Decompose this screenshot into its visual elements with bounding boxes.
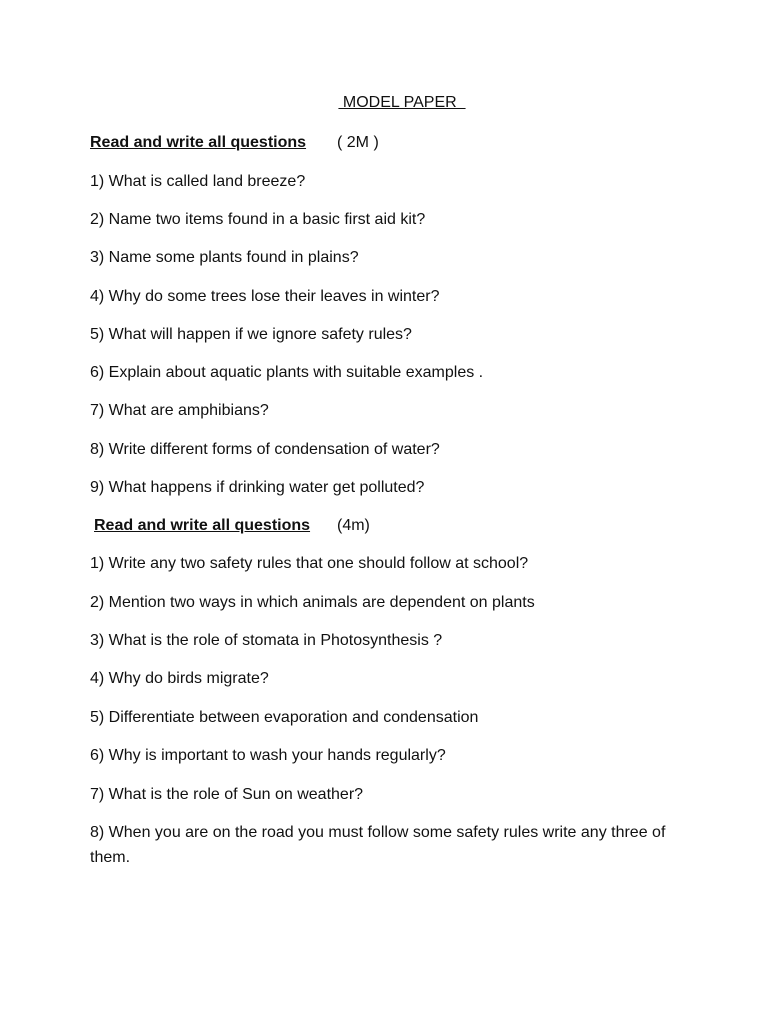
- section1-question-4: 4) Why do some trees lose their leaves in winter?: [90, 288, 440, 305]
- section1-heading: Read and write all questions: [90, 134, 307, 151]
- section2-question-4: 4) Why do birds migrate?: [90, 670, 269, 687]
- section2-question-1: 1) Write any two safety rules that one should follow at school?: [90, 555, 529, 572]
- section2-question-2: 2) Mention two ways in which animals are dependent on plants: [90, 594, 535, 611]
- section1-question-8: 8) Write different forms of condensation of water?: [90, 441, 440, 458]
- section2-marks: (4m): [337, 517, 370, 534]
- section2-question-3: 3) What is the role of stomata in Photosynthesis ?: [90, 632, 443, 649]
- section1-question-7: 7) What are amphibians?: [90, 402, 269, 419]
- section1-question-3: 3) Name some plants found in plains?: [90, 249, 359, 266]
- section2-question-7: 7) What is the role of Sun on weather?: [90, 786, 364, 803]
- section2-question-5: 5) Differentiate between evaporation and condensation: [90, 709, 479, 726]
- section1-question-5: 5) What will happen if we ignore safety rules?: [90, 326, 412, 343]
- section2-question-6: 6) Why is important to wash your hands regularly?: [90, 747, 446, 764]
- section1-question-2: 2) Name two items found in a basic first aid kit?: [90, 211, 426, 228]
- section1-question-9: 9) What happens if drinking water get polluted?: [90, 479, 425, 496]
- section1-question-6: 6) Explain about aquatic plants with suitable examples .: [90, 364, 484, 381]
- section1-marks: ( 2M ): [337, 134, 379, 151]
- page-title: MODEL PAPER: [338, 94, 466, 111]
- section1-question-1: 1) What is called land breeze?: [90, 173, 306, 190]
- section2-question-8: 8) When you are on the road you must follow some safety rules write any three of them.: [90, 824, 666, 866]
- section2-heading: Read and write all questions: [94, 517, 311, 534]
